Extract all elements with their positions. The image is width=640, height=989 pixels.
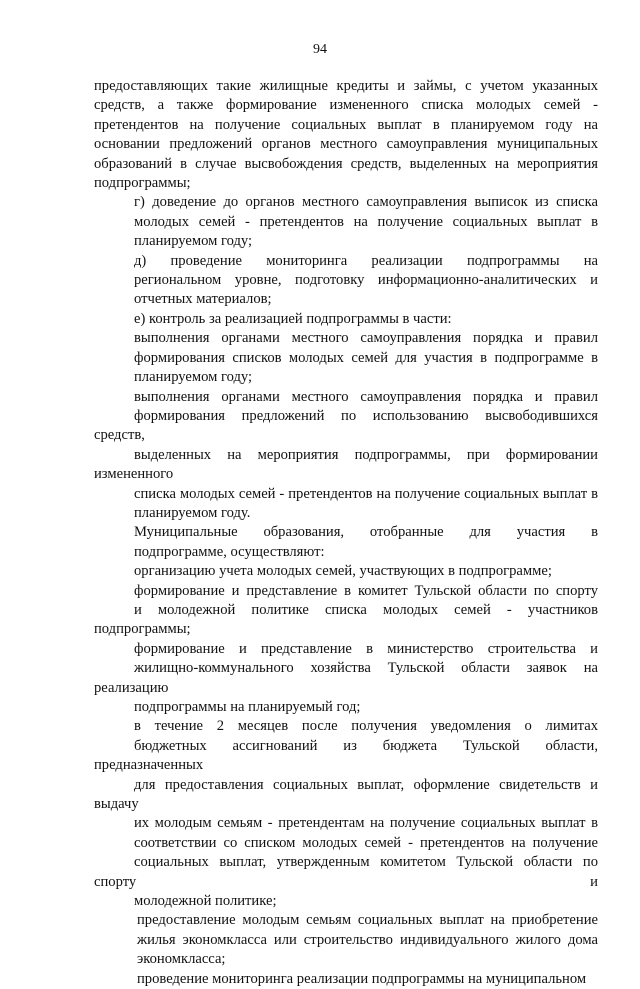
text-line: основании предложений органов местного самоуправления муниципальных <box>94 136 598 153</box>
text-line: и молодежной политике списка молодых семей - участников подпрограммы; <box>94 601 598 638</box>
paragraph <box>94 970 598 989</box>
text-line: организацию учета молодых семей, участвующих в подпрограмме; <box>134 563 552 580</box>
paragraph <box>94 193 598 251</box>
text-line: соответствии со списком молодых семей - претендентов на получение <box>134 834 598 851</box>
text-line: г) доведение до органов местного самоуправления выписок из списка <box>134 194 598 211</box>
text-line: подпрограмме, осуществляют: <box>134 543 325 560</box>
paragraph <box>94 582 598 640</box>
text-line: претендентов на получение социальных выплат в планируемом году на <box>94 116 598 133</box>
text-line: планируемом году. <box>134 504 251 521</box>
paragraph <box>94 77 598 193</box>
text-line: планируемом году; <box>134 233 253 250</box>
text-line: формирования предложений по использованию высвободившихся средств, <box>94 407 598 444</box>
text-line: подпрограммы на планируемый год; <box>134 699 361 715</box>
paragraph <box>94 523 598 562</box>
text-line: списка молодых семей - претендентов на получение социальных выплат в <box>134 485 598 502</box>
page-number: 94 <box>313 42 327 57</box>
text-line: формирование и представление в комитет Тульской области по спорту <box>134 582 598 599</box>
text-line: жилищно-коммунального хозяйства Тульской области заявок на реализацию <box>94 660 598 696</box>
text-line: региональном уровне, подготовку информационно-аналитических и <box>134 272 598 289</box>
text-line: экономкласса; <box>137 951 226 968</box>
text-line: для предоставления социальных выплат, оформление свидетельств и выдачу <box>94 776 598 813</box>
text-line: подпрограммы; <box>94 175 191 192</box>
text-line: Муниципальные образования, отобранные для участия в <box>134 524 598 541</box>
paragraph <box>94 640 598 718</box>
text-line: в течение 2 месяцев после получения уведомления о лимитах <box>134 718 598 735</box>
text-line: выполнения органами местного самоуправления порядка и правил <box>134 388 598 405</box>
paragraph <box>94 252 598 310</box>
paragraph <box>94 310 598 329</box>
paragraph <box>94 388 598 524</box>
text-line: предоставляющих такие жилищные кредиты и займы, с учетом указанных <box>94 78 598 94</box>
text-line: бюджетных ассигнований из бюджета Тульской области, предназначенных <box>94 737 598 774</box>
text-line: планируемом году; <box>134 369 253 386</box>
paragraph <box>94 329 598 387</box>
text-line: е) контроль за реализацией подпрограммы в части: <box>134 310 452 327</box>
text-line: формирования списков молодых семей для участия в подпрограмме в <box>134 349 598 366</box>
text-line: молодежной политике; <box>134 893 277 910</box>
paragraph <box>94 911 598 969</box>
text-line: их молодым семьям - претендентам на получение социальных выплат в <box>134 815 598 832</box>
text-line: выполнения органами местного самоуправления порядка и правил <box>134 330 598 347</box>
text-line: формирование и представление в министерство строительства и <box>134 640 598 657</box>
document-body <box>94 77 598 989</box>
text-line: отчетных материалов; <box>134 291 272 308</box>
paragraph <box>94 717 598 911</box>
text-line: образований в случае высвобождения средств, выделенных на мероприятия <box>94 155 598 172</box>
text-line: проведение мониторинга реализации подпрограммы на муниципальном <box>137 970 587 987</box>
text-line: д) проведение мониторинга реализации подпрограммы на <box>134 252 598 269</box>
text-line: жилья экономкласса или строительство индивидуального жилого дома <box>137 931 598 948</box>
text-line: молодых семей - претендентов на получение социальных выплат в <box>134 213 598 230</box>
text-line: выделенных на мероприятия подпрограммы, при формировании измененного <box>94 446 598 483</box>
text-line: предоставление молодым семьям социальных выплат на приобретение <box>137 912 598 929</box>
paragraph <box>94 562 598 581</box>
text-line: средств, а также формирование измененного списка молодых семей - <box>94 97 598 114</box>
text-line: социальных выплат, утвержденным комитетом Тульской области по спорту и <box>94 854 598 890</box>
